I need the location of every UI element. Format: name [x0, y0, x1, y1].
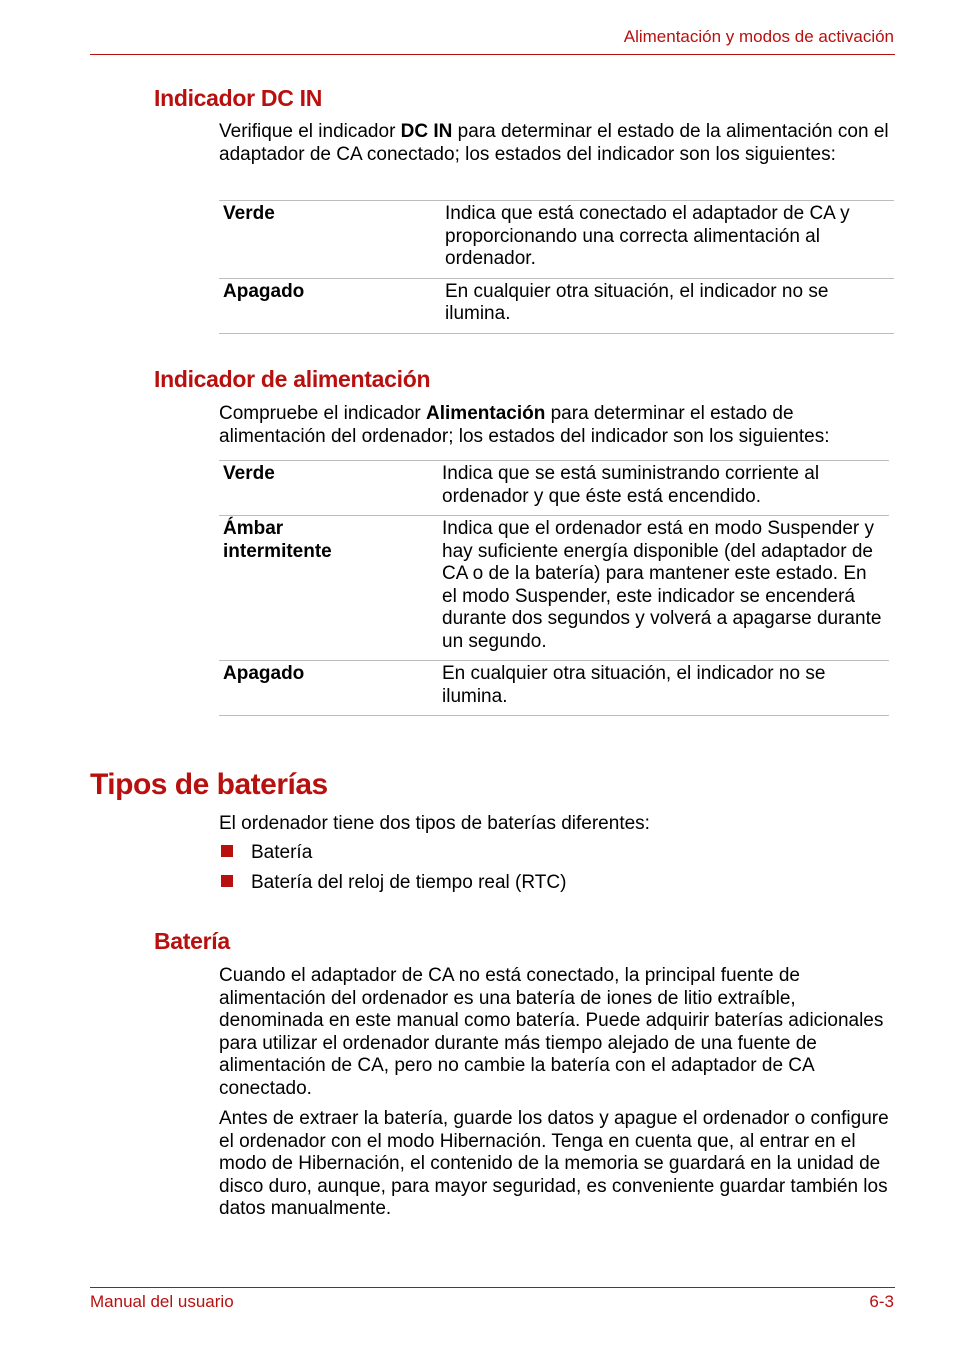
list-item [221, 842, 312, 864]
table-row [219, 661, 889, 716]
power-intro [219, 403, 899, 448]
battery-paragraph-2: Antes de extraer la batería, guarde los datos y apague el ordenador o configure el ordenador con el modo Hibernación. Tenga en cuenta que, al entrar en el modo de Hibernación, el contenido de la memoria se guardará en la unidad de disco duro, aunque, para mayor seguridad, es conveniente guardar también los datos manualmente. [219, 1108, 889, 1219]
table-row [219, 278, 894, 333]
section-title-dcin: Indicador DC IN [154, 85, 323, 111]
state-desc: Indica que se está suministrando corriente al ordenador y que éste está encendido. [438, 461, 889, 516]
power-intro-post: para determinar el estado de alimentación del ordenador; los estados del indicador son los siguientes: [219, 403, 830, 447]
table-row [219, 516, 889, 661]
state-key: Apagado [219, 661, 438, 716]
state-key-line1: Ámbar [223, 518, 284, 539]
bullet-square-icon [221, 875, 233, 887]
dcin-table [219, 200, 894, 334]
section-title-battery: Batería [154, 928, 230, 954]
section-title-power: Indicador de alimentación [154, 366, 431, 392]
battery-paragraph-1: Cuando el adaptador de CA no está conectado, la principal fuente de alimentación del ordenador es una batería de iones de litio extraíble, denominada en este manual como batería. Puede adquirir baterías adicionales para utilizar el ordenador durante más tiempo alejado de una fuente de alimentación de CA, pero no cambie la batería con el adaptador de CA conectado. [219, 965, 884, 1099]
state-desc: Indica que el ordenador está en modo Suspender y hay suficiente energía disponible (del adaptador de CA o de la batería) para mantener este estado. En el modo Suspender, este indicador se encenderá durante dos segundos y volverá a apagarse durante un segundo. [438, 516, 889, 661]
power-table [219, 460, 889, 716]
power-intro-bold: Alimentación [426, 403, 546, 424]
state-key: Verde [219, 461, 438, 516]
state-desc: En cualquier otra situación, el indicador no se ilumina. [441, 278, 894, 333]
state-key [219, 516, 438, 661]
list-item-text: Batería [251, 842, 313, 863]
running-header: Alimentación y modos de activación [623, 27, 894, 46]
state-key: Apagado [219, 278, 441, 333]
power-intro-pre: Compruebe el indicador [219, 403, 427, 424]
dcin-intro-post: para determinar el estado de la alimentación con el adaptador de CA conectado; los estados del indicador son los siguientes: [219, 121, 889, 165]
table-row [219, 201, 894, 279]
state-key-line2: intermitente [223, 540, 332, 562]
footer-manual-title: Manual del usuario [90, 1292, 234, 1311]
bullet-square-icon [221, 845, 233, 857]
list-item [221, 872, 566, 894]
table-row [219, 461, 889, 516]
chapter-title-battery-types: Tipos de baterías [90, 768, 328, 801]
state-desc: En cualquier otra situación, el indicador no se ilumina. [438, 661, 889, 716]
types-intro: El ordenador tiene dos tipos de baterías diferentes: [219, 813, 650, 834]
page-number: 6-3 [869, 1292, 894, 1311]
dcin-intro-pre: Verifique el indicador [219, 121, 401, 142]
state-key: Verde [219, 201, 441, 279]
dcin-intro-bold: DC IN [400, 121, 453, 142]
state-desc: Indica que está conectado el adaptador de CA y proporcionando una correcta alimentación al ordenador. [441, 201, 894, 279]
dcin-intro [219, 121, 899, 166]
list-item-text: Batería del reloj de tiempo real (RTC) [251, 872, 567, 893]
footer-rule [90, 1287, 895, 1288]
header-rule [90, 54, 895, 55]
